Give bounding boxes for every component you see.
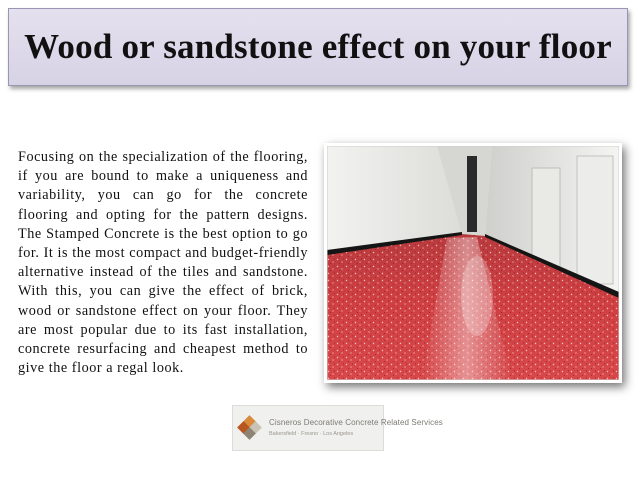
body-paragraph: Focusing on the specialization of the flooring, if you are bound to make a uniqueness and variability, you can go for the concrete flooring and opting for the pattern designs. The Stamped Concrete is the best option to go for. It is the most compact and budget-friendly alternative instead of the tiles and sandstone. With this, you can give the effect of brick, wood or sandstone effect on your floor. They are most popular due to its fast installation, concrete resurfacing and cheapest method to give the floor a regal look.	[18, 149, 308, 377]
floor-photo-illustration	[327, 146, 619, 380]
floor-photo	[324, 143, 622, 383]
company-logo	[232, 405, 443, 451]
title-banner	[8, 8, 628, 86]
slide-title: Wood or sandstone effect on your floor	[24, 27, 612, 66]
logo-diamond-icon	[239, 417, 261, 439]
logo-locations: Bakersfield · Fresno · Los Angeles	[269, 431, 354, 438]
logo-company-name: Cisneros Decorative Concrete Related Services	[269, 418, 443, 428]
